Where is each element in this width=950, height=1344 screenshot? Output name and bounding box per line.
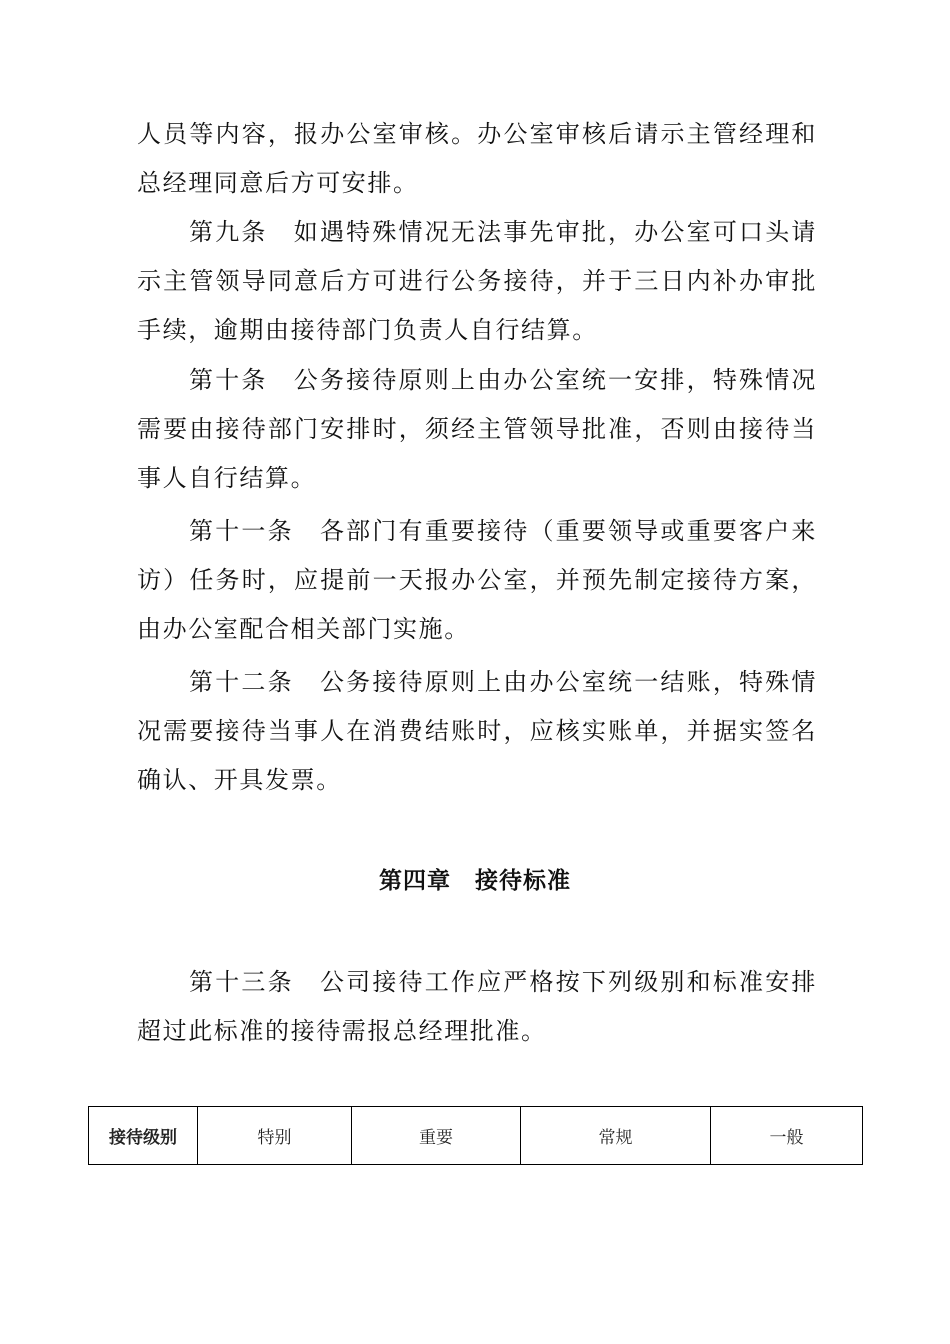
reception-level-table: [88, 1106, 863, 1165]
article-9: 第九条 如遇特殊情况无法事先审批，办公室可口头请示主管领导同意后方可进行公务接待，并于三日内补办审批手续，逾期由接待部门负责人自行结算。: [137, 218, 817, 344]
article-13: 第十三条 公司接待工作应严格按下列级别和标准安排超过此标准的接待需报总经理批准。: [137, 968, 817, 1045]
chapter-title: 第四章 接待标准: [379, 868, 571, 894]
level-cell-general: 一般: [711, 1107, 863, 1165]
table-row: [89, 1107, 863, 1165]
level-cell-special: 特别: [198, 1107, 352, 1165]
article-12: 第十二条 公务接待原则上由办公室统一结账，特殊情况需要接待当事人在消费结账时，应核实账单，并据实签名确认、开具发票。: [137, 668, 817, 794]
level-cell-regular: 常规: [521, 1107, 711, 1165]
article-10: 第十条 公务接待原则上由办公室统一安排，特殊情况需要由接待部门安排时，须经主管领导批准，否则由接待当事人自行结算。: [137, 366, 817, 492]
article-11: 第十一条 各部门有重要接待（重要领导或重要客户来访）任务时，应提前一天报办公室，并预先制定接待方案，由办公室配合相关部门实施。: [137, 517, 817, 643]
table-header-cell: 接待级别: [89, 1107, 198, 1165]
level-cell-important: 重要: [352, 1107, 521, 1165]
paragraph-continuation: 人员等内容，报办公室审核。办公室审核后请示主管经理和总经理同意后方可安排。: [137, 120, 817, 197]
